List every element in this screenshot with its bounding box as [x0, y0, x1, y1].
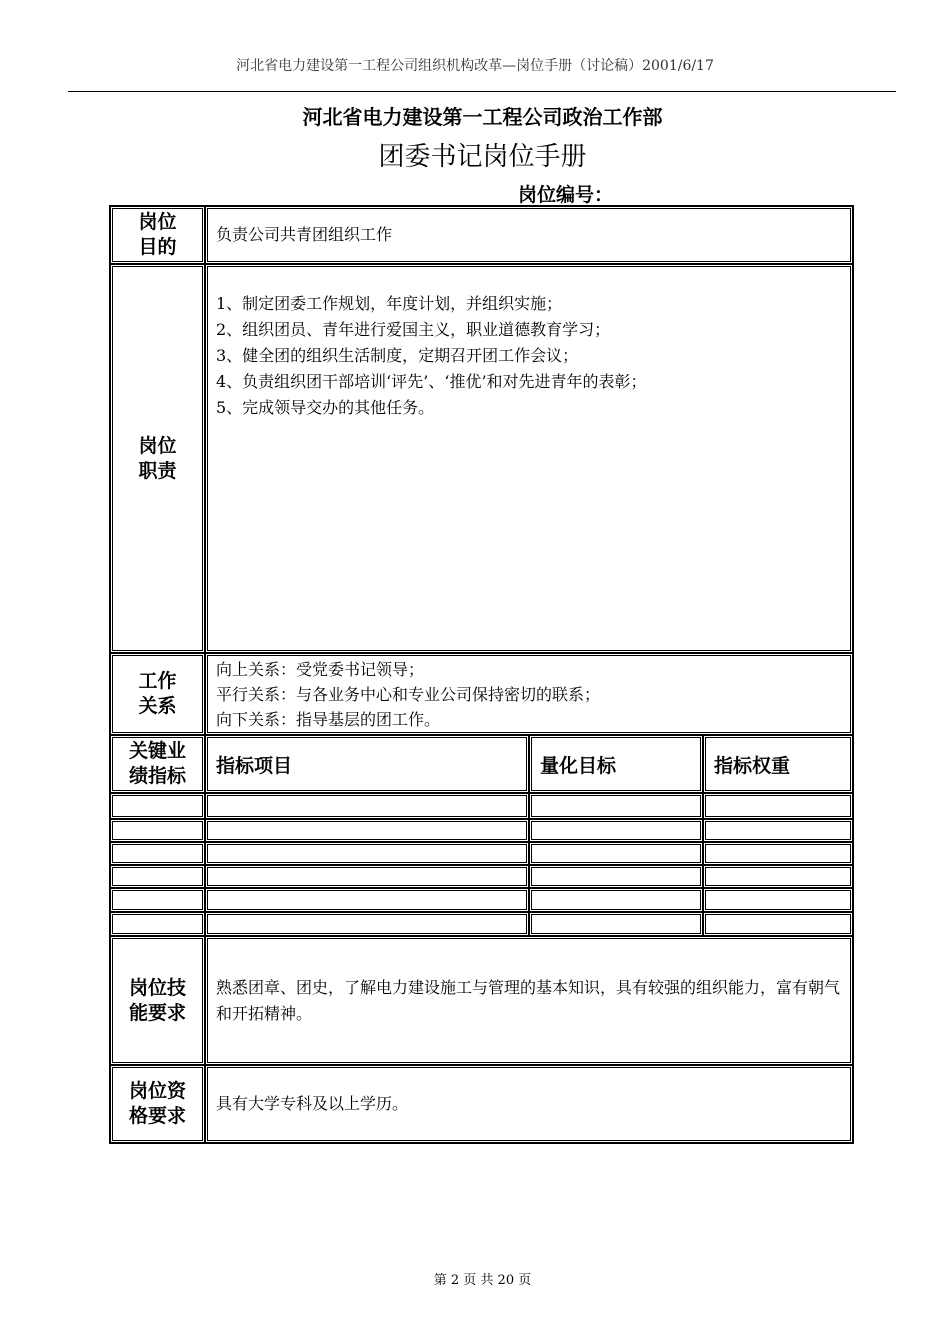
kpi-col-weight: 指标权重 — [703, 735, 853, 793]
kpi-col-target: 量化目标 — [529, 735, 703, 793]
department-title: 河北省电力建设第一工程公司政治工作部 — [302, 105, 663, 129]
duty-item: 5、完成领导交办的其他任务。 — [216, 398, 435, 417]
job-number-label: 岗位编号： — [518, 184, 614, 206]
purpose-text: 负责公司共青团组织工作 — [205, 206, 853, 264]
qualifications-row — [110, 1065, 853, 1143]
running-header: 河北省电力建设第一工程公司组织机构改革—岗位手册（讨论稿）2001/6/17 — [236, 58, 714, 74]
kpi-empty-row — [110, 888, 853, 912]
purpose-label: 岗位 目的 — [110, 206, 205, 264]
relation-item: 向上关系：受党委书记领导； — [216, 659, 425, 679]
kpi-empty-row — [110, 912, 853, 936]
duties-list — [205, 264, 853, 653]
kpi-empty-row — [110, 865, 853, 888]
relation-item: 平行关系：与各业务中心和专业公司保持密切的联系； — [216, 684, 601, 704]
skills-text: 熟悉团章、团史，了解电力建设施工与管理的基本知识，具有较强的组织能力，富有朝气和开拓精神。 — [205, 936, 853, 1065]
purpose-row — [110, 206, 853, 264]
kpi-col-item: 指标项目 — [205, 735, 529, 793]
duty-item: 1、制定团委工作规划，年度计划，并组织实施； — [216, 294, 563, 313]
relations-row — [110, 653, 853, 735]
duty-item: 3、健全团的组织生活制度，定期召开团工作会议； — [216, 346, 579, 365]
kpi-header-row — [110, 735, 853, 793]
duties-label: 岗位 职责 — [110, 264, 205, 653]
qualifications-text: 具有大学专科及以上学历。 — [205, 1065, 853, 1143]
kpi-empty-row — [110, 842, 853, 865]
page-number: 第 2 页 共 20 页 — [433, 1273, 532, 1288]
skills-row — [110, 936, 853, 1065]
qualifications-label: 岗位资 格要求 — [110, 1065, 205, 1143]
duty-item: 2、组织团员、青年进行爱国主义，职业道德教育学习； — [216, 320, 611, 339]
relations-label: 工作 关系 — [110, 653, 205, 735]
document-title: 团委书记岗位手册 — [378, 142, 587, 172]
kpi-label: 关键业 绩指标 — [110, 735, 205, 793]
kpi-empty-row — [110, 793, 853, 819]
job-form-table — [109, 205, 854, 1144]
header-divider — [68, 91, 896, 92]
kpi-empty-row — [110, 819, 853, 842]
duties-row — [110, 264, 853, 653]
relations-list — [205, 653, 853, 735]
relation-item: 向下关系：指导基层的团工作。 — [216, 709, 441, 729]
skills-label: 岗位技 能要求 — [110, 936, 205, 1065]
duty-item: 4、负责组织团干部培训‘评先’、‘推优’和对先进青年的表彰； — [216, 372, 647, 391]
